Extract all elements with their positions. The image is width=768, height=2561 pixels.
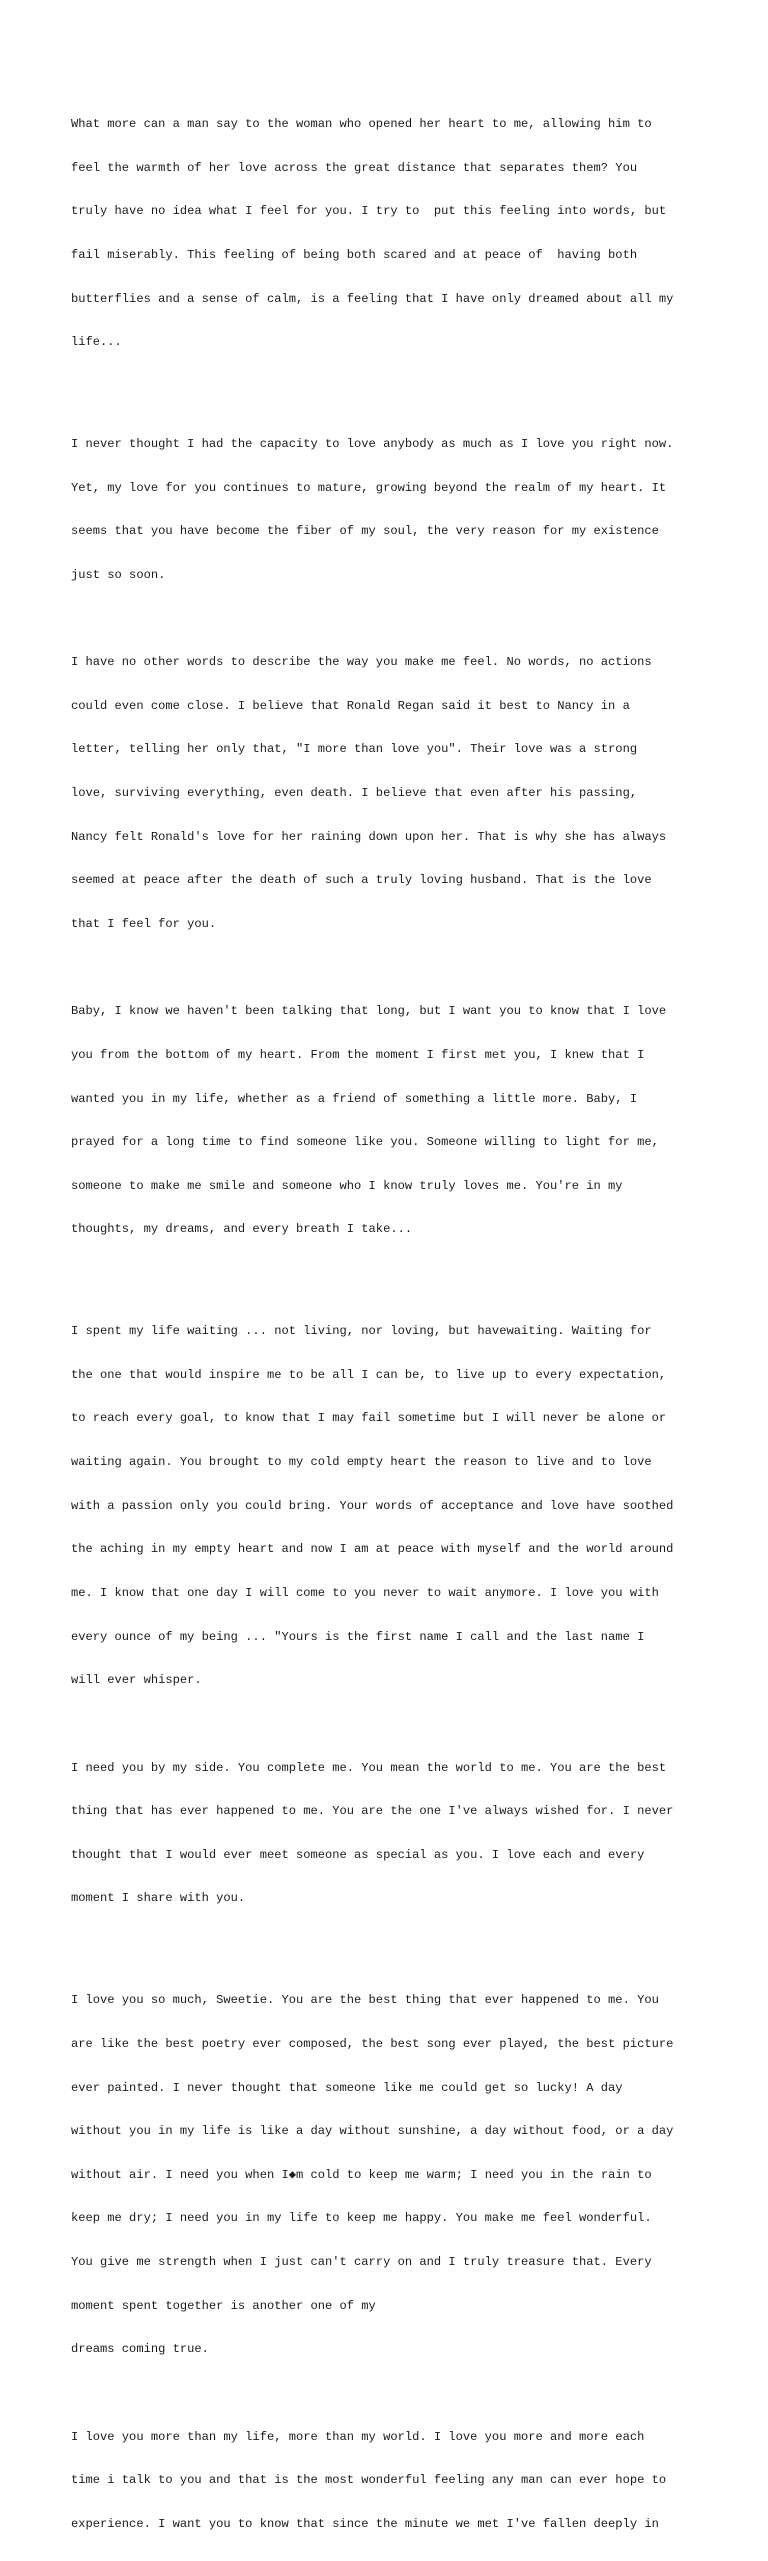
text-line: moment I share with you. — [71, 1891, 246, 1906]
text-line: wanted you in my life, whether as a friend of something a little more. Baby, I — [71, 1091, 638, 1106]
text-line: seemed at peace after the death of such a truly loving husband. That is the love — [71, 873, 652, 888]
text-line: are like the best poetry ever composed, the best song ever played, the best picture — [71, 2036, 674, 2051]
paragraph-spacer — [71, 1717, 711, 1732]
paragraph-spacer — [71, 379, 711, 408]
text-line: without you in my life is like a day without sunshine, a day without food, or a day — [71, 2124, 674, 2139]
text-line: moment spent together is another one of my — [71, 2298, 376, 2313]
paragraph-3 — [71, 626, 711, 961]
document-page — [71, 88, 711, 2561]
text-line: you from the bottom of my heart. From the moment I first met you, I knew that I — [71, 1047, 645, 1062]
text-line: experience. I want you to know that since the minute we met I've fallen deeply in — [71, 2516, 659, 2531]
text-line: love, surviving everything, even death. I believe that even after his passing, — [71, 786, 638, 801]
paragraph-2 — [71, 408, 711, 612]
text-line: me. I know that one day I will come to you never to wait anymore. I love you with — [71, 1586, 659, 1601]
text-line: dreams coming true. — [71, 2342, 209, 2357]
paragraph-8 — [71, 2400, 711, 2560]
text-line: could even come close. I believe that Ronald Regan said it best to Nancy in a — [71, 698, 630, 713]
paragraph-7 — [71, 1964, 711, 2386]
text-line: seems that you have become the fiber of my soul, the very reason for my existence — [71, 524, 659, 539]
text-line: that I feel for you. — [71, 917, 217, 932]
paragraph-spacer — [71, 1266, 711, 1295]
text-line: prayed for a long time to find someone like you. Someone willing to light for me, — [71, 1135, 659, 1150]
text-line: truly have no idea what I feel for you. I try to put this feeling into words, but — [71, 204, 667, 219]
text-line: every ounce of my being ... "Yours is the first name I call and the last name I — [71, 1629, 645, 1644]
text-line: I need you by my side. You complete me. You mean the world to me. You are the best — [71, 1760, 667, 1775]
paragraph-1 — [71, 88, 711, 379]
text-line: I spent my life waiting ... not living, nor loving, but havewaiting. Waiting for — [71, 1324, 652, 1339]
text-line: letter, telling her only that, "I more than love you". Their love was a strong — [71, 742, 638, 757]
paragraph-spacer — [71, 2386, 711, 2401]
text-line: ever painted. I never thought that someone like me could get so lucky! A day — [71, 2080, 623, 2095]
text-line: fail miserably. This feeling of being both scared and at peace of having both — [71, 248, 638, 263]
paragraph-spacer — [71, 1935, 711, 1964]
text-line: I have no other words to describe the way you make me feel. No words, no actions — [71, 655, 652, 670]
paragraph-6 — [71, 1731, 711, 1935]
paragraph-4 — [71, 975, 711, 1266]
text-line: will ever whisper. — [71, 1673, 202, 1688]
text-line: with a passion only you could bring. Your words of acceptance and love have soothed — [71, 1498, 674, 1513]
text-line: I love you so much, Sweetie. You are the best thing that ever happened to me. You — [71, 1993, 659, 2008]
paragraph-spacer — [71, 612, 711, 627]
text-line: keep me dry; I need you in my life to keep me happy. You make me feel wonderful. — [71, 2211, 652, 2226]
text-line: just so soon. — [71, 567, 166, 582]
text-line: thoughts, my dreams, and every breath I take... — [71, 1222, 413, 1237]
text-line: Baby, I know we haven't been talking that long, but I want you to know that I love — [71, 1004, 667, 1019]
text-line: the one that would inspire me to be all I can be, to live up to every expectation, — [71, 1367, 667, 1382]
text-line: Yet, my love for you continues to mature, growing beyond the realm of my heart. It — [71, 480, 667, 495]
text-line: life... — [71, 335, 122, 350]
text-line: butterflies and a sense of calm, is a feeling that I have only dreamed about all my — [71, 291, 674, 306]
text-line: waiting again. You brought to my cold empty heart the reason to live and to love — [71, 1455, 652, 1470]
text-line: the aching in my empty heart and now I am at peace with myself and the world around — [71, 1542, 674, 1557]
text-line: thought that I would ever meet someone as special as you. I love each and every — [71, 1847, 645, 1862]
paragraph-spacer — [71, 961, 711, 976]
paragraph-5 — [71, 1295, 711, 1717]
text-line: thing that has ever happened to me. You are the one I've always wished for. I never — [71, 1804, 674, 1819]
text-line: You give me strength when I just can't carry on and I truly treasure that. Every — [71, 2255, 652, 2270]
text-line: without air. I need you when I◆m cold to keep me warm; I need you in the rain to — [71, 2167, 652, 2182]
text-line: feel the warmth of her love across the great distance that separates them? You — [71, 160, 638, 175]
text-line: someone to make me smile and someone who I know truly loves me. You're in my — [71, 1178, 623, 1193]
text-line: I love you more than my life, more than my world. I love you more and more each — [71, 2429, 645, 2444]
text-line: to reach every goal, to know that I may fail sometime but I will never be alone or — [71, 1411, 667, 1426]
text-line: Nancy felt Ronald's love for her raining down upon her. That is why she has always — [71, 829, 667, 844]
text-line: What more can a man say to the woman who opened her heart to me, allowing him to — [71, 117, 652, 132]
text-line: I never thought I had the capacity to love anybody as much as I love you right now. — [71, 437, 674, 452]
text-line: time i talk to you and that is the most wonderful feeling any man can ever hope to — [71, 2473, 667, 2488]
